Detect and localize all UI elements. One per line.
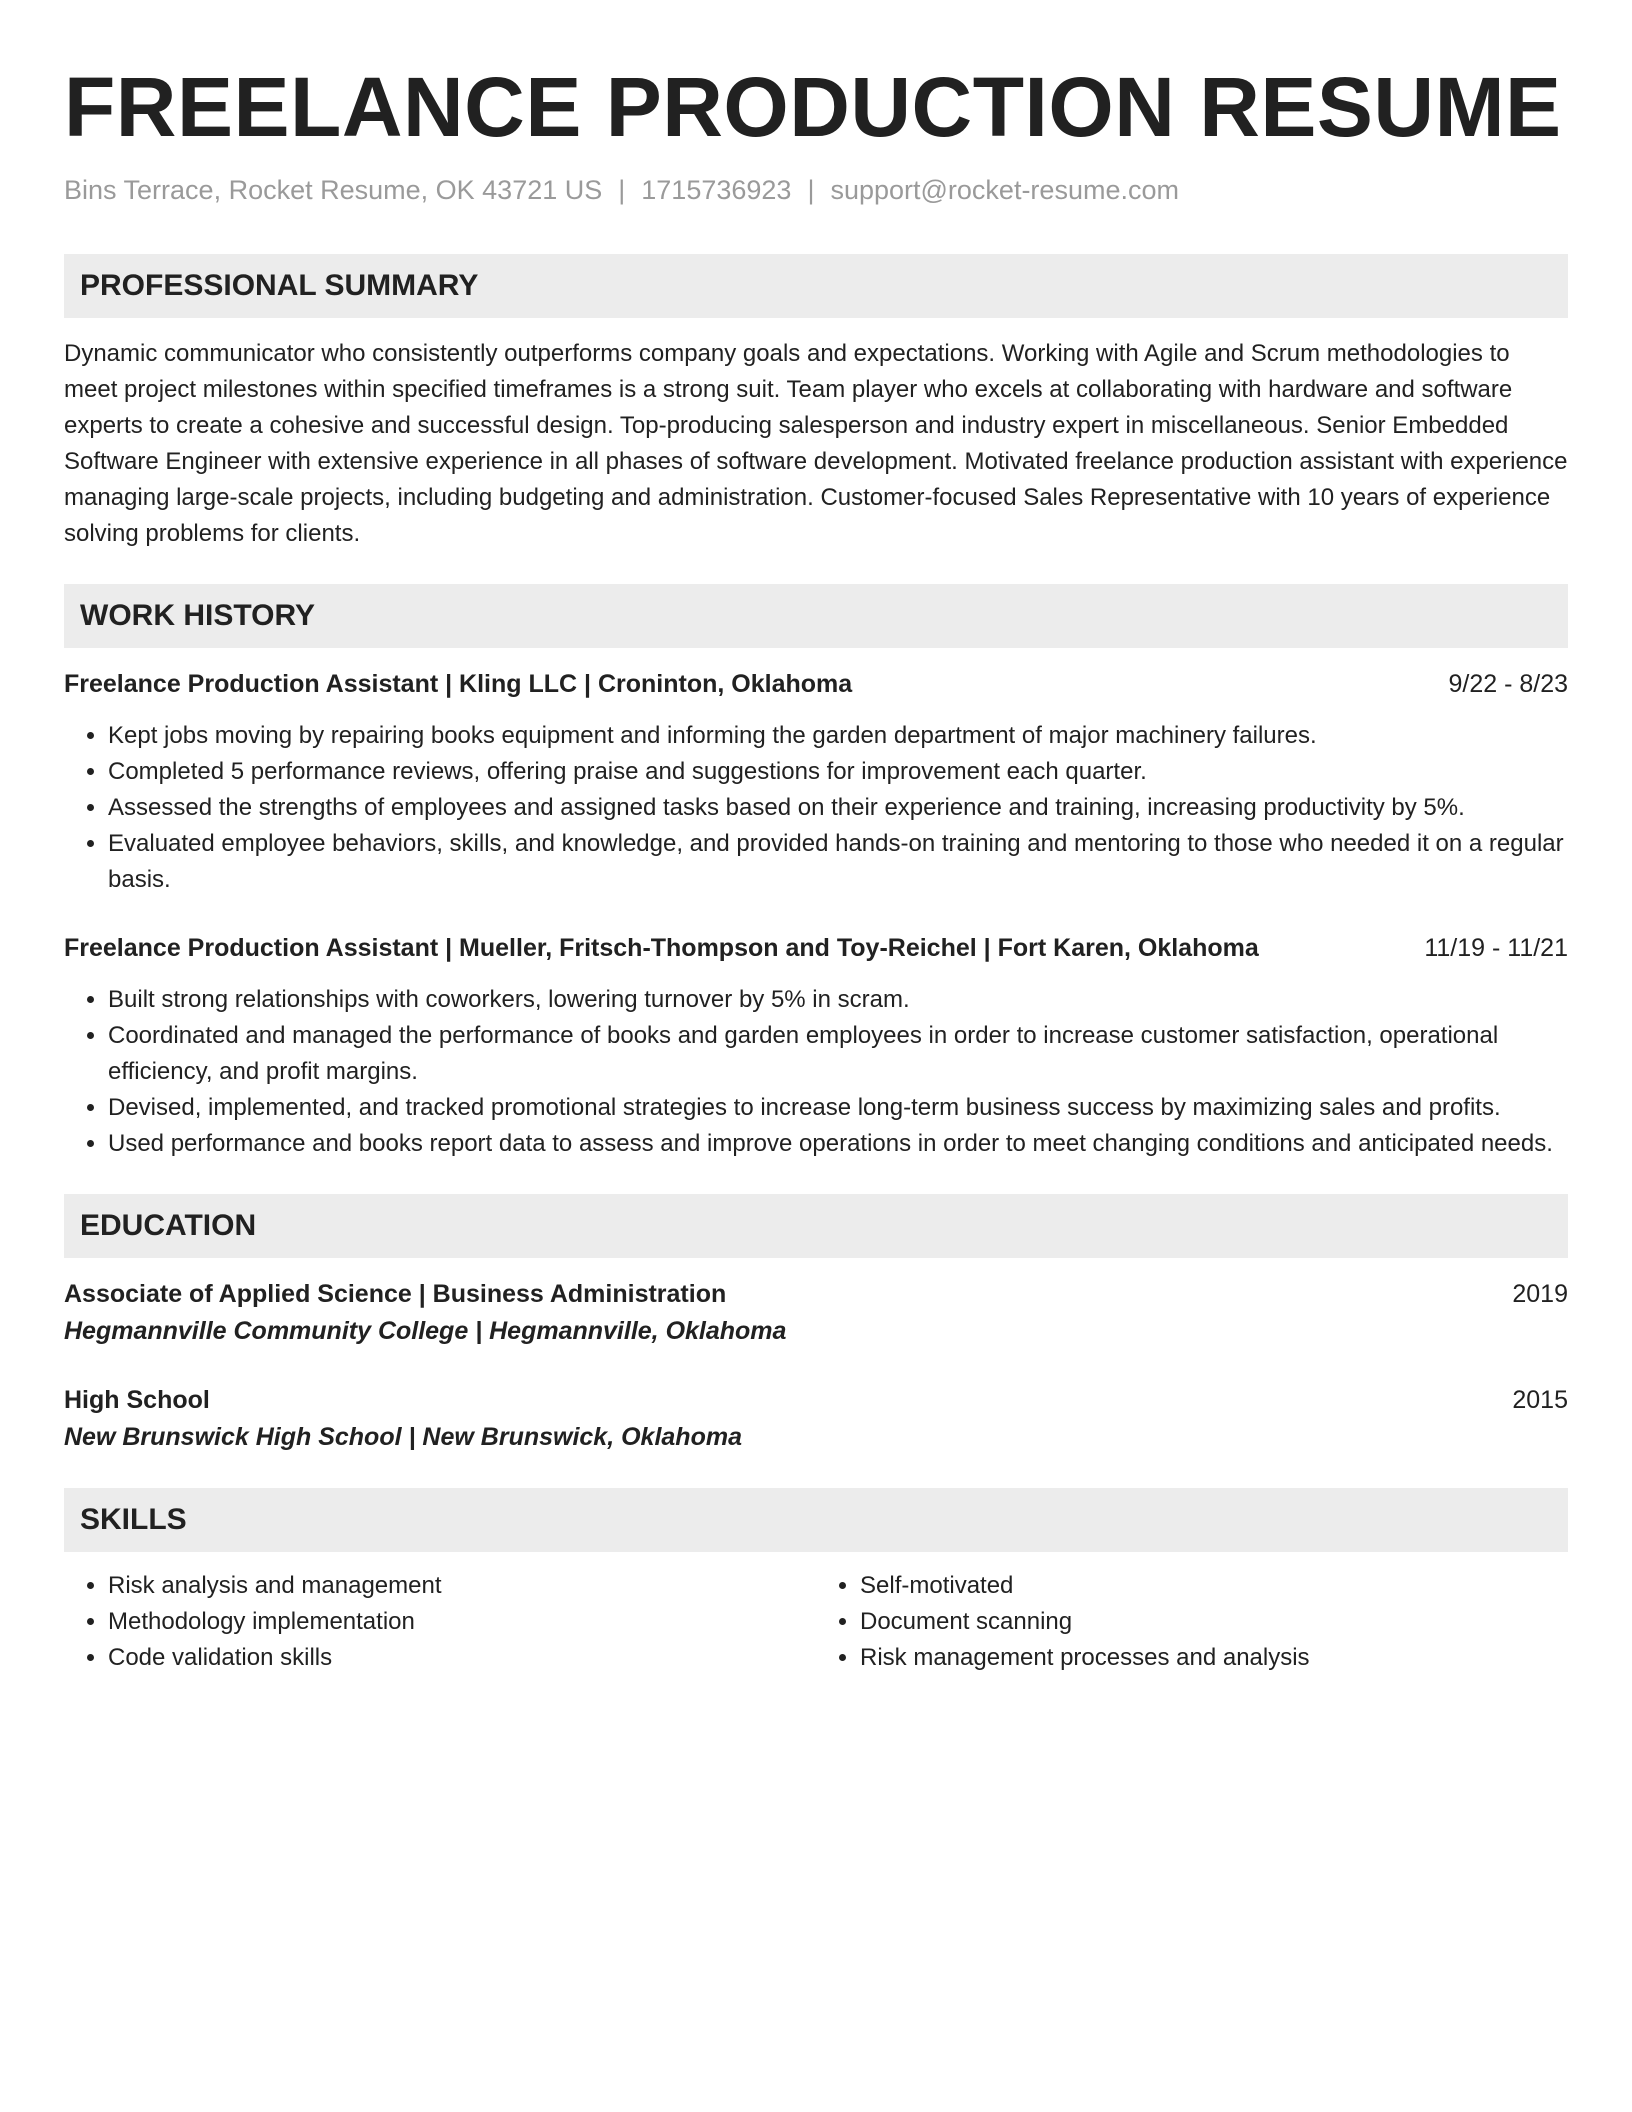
- skill-item: • Document scanning: [860, 1604, 1568, 1640]
- section-header-work-history: WORK HISTORY: [64, 584, 1568, 648]
- contact-email: support@rocket-resume.com: [830, 175, 1179, 205]
- contact-separator: |: [618, 175, 626, 205]
- section-header-skills: SKILLS: [64, 1488, 1568, 1552]
- skills-list-left: [64, 1568, 816, 1676]
- job-bullets: [64, 982, 1568, 1162]
- job-bullet: • Devised, implemented, and tracked promotional strategies to increase long-term business success by maximizing sales and profits.: [108, 1090, 1568, 1126]
- section-header-summary: PROFESSIONAL SUMMARY: [64, 254, 1568, 318]
- skill-item: • Risk analysis and management: [108, 1568, 816, 1604]
- job-bullet: • Built strong relationships with coworkers, lowering turnover by 5% in scram.: [108, 982, 1568, 1018]
- education-entry: [64, 1276, 1568, 1350]
- education-entry: [64, 1382, 1568, 1456]
- education-heading-row: [64, 1382, 1568, 1418]
- education-year: 2015: [1512, 1386, 1568, 1414]
- contact-line: [64, 172, 1568, 208]
- job-heading-row: [64, 666, 1568, 702]
- job-title: Freelance Production Assistant | Kling LLC | Croninton, Oklahoma: [64, 670, 853, 698]
- skill-item: • Self-motivated: [860, 1568, 1568, 1604]
- job-dates: 9/22 - 8/23: [1448, 670, 1568, 698]
- job-title: Freelance Production Assistant | Mueller, Fritsch-Thompson and Toy-Reichel | Fort Karen, Oklahoma: [64, 934, 1259, 962]
- job-bullets: [64, 718, 1568, 898]
- job-heading-row: [64, 930, 1568, 966]
- contact-separator: |: [807, 175, 815, 205]
- job-bullet: • Coordinated and managed the performance of books and garden employees in order to increase customer satisfaction, operational efficiency, and profit margins.: [108, 1018, 1568, 1090]
- contact-phone: 1715736923: [641, 175, 792, 205]
- education-degree: High School: [64, 1386, 210, 1414]
- job-entry: [64, 930, 1568, 1162]
- education-heading-row: [64, 1276, 1568, 1312]
- job-bullet: • Used performance and books report data to assess and improve operations in order to meet changing conditions and anticipated needs.: [108, 1126, 1568, 1162]
- skill-item: • Code validation skills: [108, 1640, 816, 1676]
- skill-item: • Risk management processes and analysis: [860, 1640, 1568, 1676]
- resume-title: FREELANCE PRODUCTION RESUME: [64, 60, 1562, 154]
- job-dates: 11/19 - 11/21: [1424, 934, 1568, 962]
- contact-address: Bins Terrace, Rocket Resume, OK 43721 US: [64, 175, 603, 205]
- job-entry: [64, 666, 1568, 898]
- education-year: 2019: [1512, 1280, 1568, 1308]
- section-header-education: EDUCATION: [64, 1194, 1568, 1258]
- education-school: Hegmannville Community College | Hegmannville, Oklahoma: [64, 1317, 787, 1345]
- job-bullet: • Kept jobs moving by repairing books equipment and informing the garden department of major machinery failures.: [108, 718, 1568, 754]
- skills-list-right: [816, 1568, 1568, 1676]
- skills-columns: [64, 1568, 1568, 1676]
- job-bullet: • Completed 5 performance reviews, offering praise and suggestions for improvement each quarter.: [108, 754, 1568, 790]
- education-school: New Brunswick High School | New Brunswick, Oklahoma: [64, 1423, 742, 1451]
- job-bullet: • Evaluated employee behaviors, skills, and knowledge, and provided hands-on training and mentoring to those who needed it on a regular basis.: [108, 826, 1568, 898]
- job-bullet: • Assessed the strengths of employees and assigned tasks based on their experience and training, increasing productivity by 5%.: [108, 790, 1568, 826]
- education-degree: Associate of Applied Science | Business Administration: [64, 1280, 727, 1308]
- summary-text: Dynamic communicator who consistently outperforms company goals and expectations. Working with Agile and Scrum methodologies to meet project milestones within specified timeframes is a strong suit. Team player who excels at collaborating with hardware and software experts to create a cohesive and successful design. Top-producing salesperson and industry expert in miscellaneous. Senior Embedded Software Engineer with extensive experience in all phases of software development. Motivated freelance production assistant with experience managing large-scale projects, including budgeting and administration. Customer-focused Sales Representative with 10 years of experience solving problems for clients.: [64, 340, 1568, 547]
- skill-item: • Methodology implementation: [108, 1604, 816, 1640]
